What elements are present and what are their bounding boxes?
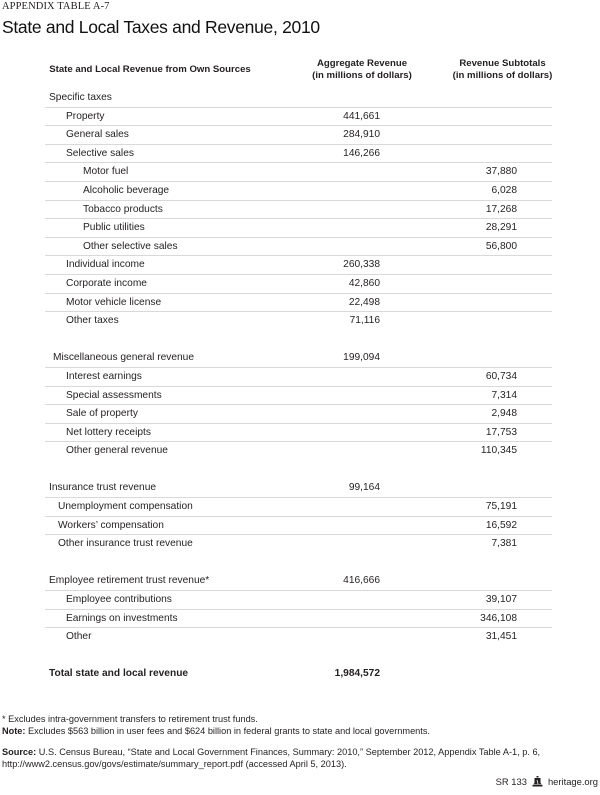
row-label: Earnings on investments <box>66 612 178 624</box>
row-spacer <box>45 647 552 666</box>
table-row <box>45 182 552 201</box>
column-header-subtotal <box>435 58 570 82</box>
row-subtotal: 60,734 <box>485 370 517 382</box>
row-label: Corporate income <box>66 277 147 289</box>
row-aggregate: 42,860 <box>348 277 380 289</box>
table-notes <box>2 713 430 737</box>
row-aggregate: 22,498 <box>348 296 380 308</box>
source-url: http://www2.census.gov/govs/estimate/summary_report.pdf (accessed April 5, 2013). <box>2 759 347 769</box>
row-label: Unemployment compensation <box>58 501 193 513</box>
table-row <box>45 610 552 629</box>
row-label: Motor vehicle license <box>66 296 162 308</box>
table-row <box>45 89 552 108</box>
table-row <box>45 424 552 443</box>
row-label: Tobacco products <box>83 203 163 215</box>
table-row <box>45 294 552 313</box>
row-label: Employee contributions <box>66 594 172 606</box>
row-subtotal: 31,451 <box>485 631 517 643</box>
row-label: Total state and local revenue <box>49 668 189 680</box>
source-label: Source: <box>2 747 37 757</box>
liberty-bell-icon <box>532 776 543 787</box>
row-label: Miscellaneous general revenue <box>53 352 195 364</box>
table-row <box>45 387 552 406</box>
row-subtotal: 39,107 <box>485 594 517 606</box>
row-subtotal: 56,800 <box>485 240 517 252</box>
column-header-aggregate-line1: Aggregate Revenue <box>316 58 408 69</box>
table-row <box>45 368 552 387</box>
row-aggregate: 441,661 <box>343 110 380 122</box>
row-subtotal: 37,880 <box>485 166 517 178</box>
row-label: General sales <box>66 129 129 141</box>
row-label: Specific taxes <box>49 92 112 103</box>
table-row <box>45 479 552 498</box>
note-label: Note: <box>2 726 26 736</box>
row-label: Public utilities <box>83 222 145 234</box>
row-subtotal: 2,948 <box>491 408 517 420</box>
row-subtotal: 16,592 <box>485 519 517 531</box>
row-label: Interest earnings <box>66 370 142 382</box>
row-label: Alcoholic beverage <box>83 184 170 196</box>
table-row <box>45 219 552 238</box>
row-subtotal: 17,753 <box>485 426 517 438</box>
revenue-table <box>45 89 552 684</box>
table-row <box>45 126 552 145</box>
table-row <box>45 145 552 164</box>
row-aggregate: 260,338 <box>343 259 380 271</box>
table-row <box>45 405 552 424</box>
note-text: Excludes $563 billion in user fees and $624 billion in federal grants to state and local governments. <box>25 726 430 736</box>
source-text: U.S. Census Bureau, “State and Local Government Finances, Summary: 2010,” September 2012, Appendix Table A-1, p. 6, <box>36 747 541 757</box>
page-footer <box>496 776 598 787</box>
table-row-total <box>45 665 552 684</box>
row-label: Other general revenue <box>66 445 168 457</box>
row-spacer <box>45 461 552 480</box>
row-label: Property <box>66 110 105 122</box>
row-subtotal: 6,028 <box>491 184 517 196</box>
column-header-aggregate <box>297 58 427 82</box>
table-row <box>45 517 552 536</box>
row-label: Selective sales <box>66 147 134 159</box>
report-id: SR 133 <box>495 776 527 787</box>
table-row <box>45 498 552 517</box>
column-header-subtotal-line2: (in millions of dollars) <box>452 70 553 81</box>
row-aggregate: 199,094 <box>343 352 380 364</box>
row-subtotal: 7,381 <box>491 538 517 550</box>
row-label: Insurance trust revenue <box>49 482 157 494</box>
row-aggregate: 416,666 <box>343 575 380 587</box>
table-row <box>45 535 552 554</box>
row-label: Other taxes <box>66 315 119 327</box>
note <box>2 725 430 737</box>
row-label: Net lottery receipts <box>66 426 151 438</box>
source-citation <box>2 746 540 770</box>
row-subtotal: 7,314 <box>491 389 517 401</box>
column-header-aggregate-line2: (in millions of dollars) <box>312 70 412 81</box>
row-subtotal: 75,191 <box>485 501 517 513</box>
row-aggregate: 71,116 <box>349 315 380 327</box>
row-label: Sale of property <box>66 408 138 420</box>
page-title: State and Local Taxes and Revenue, 2010 <box>2 17 320 37</box>
table-row <box>45 108 552 127</box>
row-spacer <box>45 331 552 350</box>
column-header-source: State and Local Revenue from Own Sources <box>49 64 251 75</box>
row-label: Individual income <box>66 259 145 271</box>
row-aggregate: 146,266 <box>343 147 380 159</box>
row-label: Other <box>66 631 92 643</box>
table-row <box>45 256 552 275</box>
column-header-subtotal-line1: Revenue Subtotals <box>459 58 546 69</box>
site-name: heritage.org <box>547 776 598 787</box>
table-row <box>45 349 552 368</box>
row-label: Employee retirement trust revenue* <box>49 575 210 587</box>
table-row <box>45 628 552 647</box>
table-row <box>45 312 552 331</box>
table-row <box>45 572 552 591</box>
table-kicker: APPENDIX TABLE A-7 <box>2 1 110 12</box>
row-subtotal: 110,345 <box>480 445 517 457</box>
row-aggregate: 284,910 <box>343 129 380 141</box>
row-aggregate: 99,164 <box>348 482 380 494</box>
table-row <box>45 591 552 610</box>
row-label: Special assessments <box>66 389 162 401</box>
table-row <box>45 163 552 182</box>
row-subtotal: 346,108 <box>480 612 517 624</box>
row-spacer <box>45 554 552 573</box>
table-row <box>45 238 552 257</box>
row-label: Workers’ compensation <box>58 519 164 531</box>
row-label: Other insurance trust revenue <box>58 538 193 550</box>
table-row <box>45 201 552 220</box>
row-subtotal: 17,268 <box>485 203 517 215</box>
table-row <box>45 275 552 294</box>
row-subtotal: 28,291 <box>485 222 517 234</box>
table-row <box>45 442 552 461</box>
row-aggregate: 1,984,572 <box>334 668 380 680</box>
row-label: Other selective sales <box>83 240 178 252</box>
row-label: Motor fuel <box>83 166 129 178</box>
footnote: * Excludes intra-government transfers to retirement trust funds. <box>2 714 258 724</box>
